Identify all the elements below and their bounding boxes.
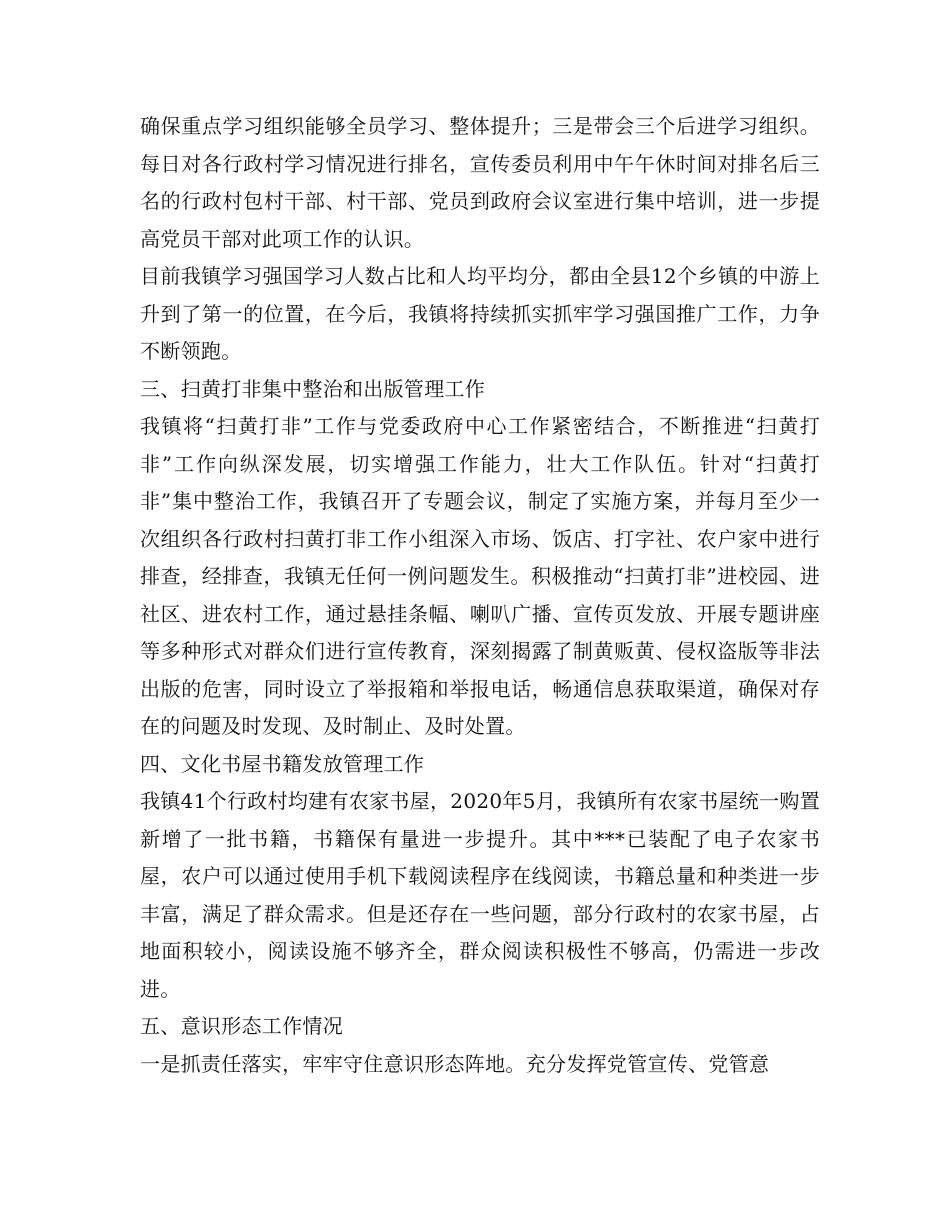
section-heading-3: 三、扫黄打非集中整治和出版管理工作 — [140, 376, 486, 401]
paragraph-anti-pornography: 我镇将“扫黄打非”工作与党委政府中心工作紧密结合，不断推进“扫黄打非”工作向纵深发展，切实增强工作能力，壮大工作队伍。针对“扫黄打非”集中整治工作，我镇召开了专题会议，制定了实施方案，并每月至少一次组织各行政村扫黄打非工作小组深入市场、饭店、打字社、农户家中进行排查，经排查，我镇无任何一例问题发生。积极推动“扫黄打非”进校园、进社区、进农村工作，通过悬挂条幅、喇叭广播、宣传页发放、开展专题讲座等多种形式对群众们进行宣传教育，深刻揭露了制黄贩黄、侵权盗版等非法出版的危害，同时设立了举报箱和举报电话，畅通信息获取渠道，确保对存在的问题及时发现、及时制止、及时处置。 — [140, 414, 820, 738]
paragraph-library: 我镇41个行政村均建有农家书屋，2020年5月，我镇所有农家书屋统一购置新增了一批书籍，书籍保有量进一步提升。其中***已装配了电子农家书屋，农户可以通过使用手机下载阅读程序在线阅读，书籍总量和种类进一步丰富，满足了群众需求。但是还存在一些问题，部分行政村的农家书屋，占地面积较小，阅读设施不够齐全，群众阅读积极性不够高，仍需进一步改进。 — [140, 789, 820, 1001]
section-heading-4: 四、文化书屋书籍发放管理工作 — [140, 751, 425, 776]
paragraph-ranking: 目前我镇学习强国学习人数占比和人均平均分，都由全县12个乡镇的中游上升到了第一的位置，在今后，我镇将持续抓实抓牢学习强国推广工作，力争不断领跑。 — [140, 264, 820, 363]
paragraph-ideology: 一是抓责任落实，牢牢守住意识形态阵地。充分发挥党管宣传、党管意 — [140, 1051, 770, 1076]
document-body — [140, 108, 820, 1083]
paragraph-study-groups: 确保重点学习组织能够全员学习、整体提升；三是带会三个后进学习组织。每日对各行政村学习情况进行排名，宣传委员利用中午午休时间对排名后三名的行政村包村干部、村干部、党员到政府会议室进行集中培训，进一步提高党员干部对此项工作的认识。 — [140, 114, 820, 251]
section-heading-5: 五、意识形态工作情况 — [140, 1014, 343, 1038]
